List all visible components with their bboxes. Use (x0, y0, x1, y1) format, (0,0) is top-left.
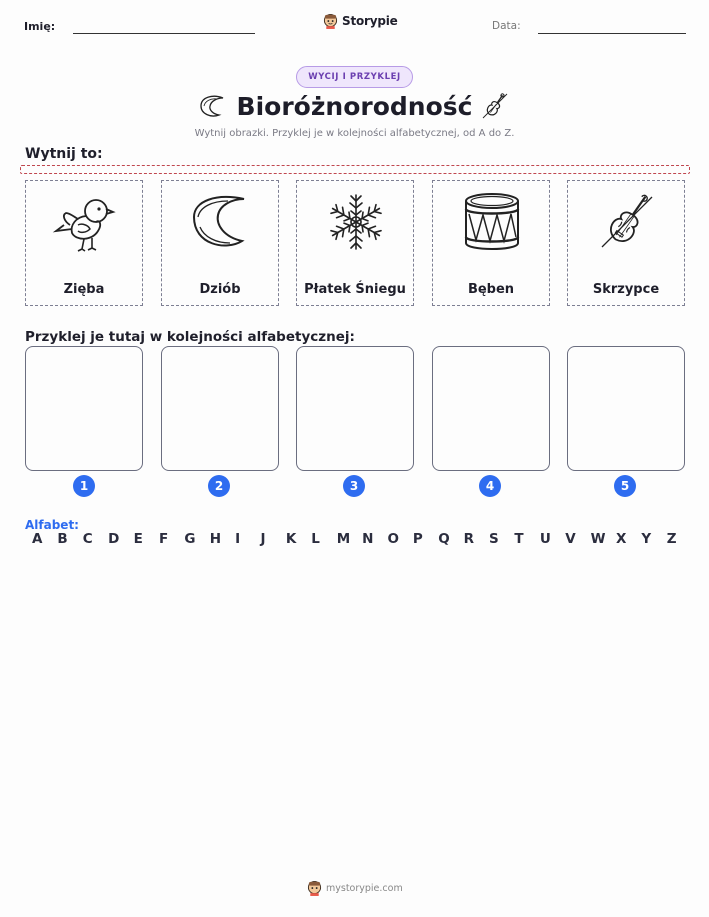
alphabet-letter: P (412, 531, 423, 547)
alphabet-letter: U (539, 531, 551, 547)
alphabet-letter: Y (641, 531, 652, 547)
footer-url[interactable]: mystorypie.com (326, 882, 403, 894)
cut-card-skrzypce[interactable] (567, 180, 685, 306)
paste-slot-5[interactable] (567, 346, 685, 471)
alphabet-letter: Z (666, 531, 677, 547)
alphabet-label: Alfabet: (25, 518, 79, 532)
paste-slot-1[interactable] (25, 346, 143, 471)
alphabet-letter: V (565, 531, 576, 547)
alphabet-letter: X (615, 531, 627, 547)
footer (307, 880, 403, 896)
alphabet-letter: K (285, 531, 297, 547)
slot-number-2: 2 (208, 475, 230, 497)
alphabet-letter: F (158, 531, 169, 547)
brand-logo (323, 13, 398, 29)
alphabet-letter: O (387, 531, 399, 547)
name-line (73, 33, 255, 34)
alphabet-letter: E (133, 531, 143, 547)
alphabet-letter: R (463, 531, 475, 547)
card-label: Dziób (199, 282, 241, 297)
storypie-mascot-icon (323, 13, 338, 29)
paste-slot-2[interactable] (161, 346, 279, 471)
alphabet-letter: J (260, 531, 266, 547)
brand-name: Storypie (342, 14, 398, 28)
slot-number-5: 5 (614, 475, 636, 497)
name-label: Imię: (24, 20, 56, 33)
slot-number-3: 3 (343, 475, 365, 497)
drum-icon (457, 187, 527, 257)
alphabet-letter: Q (438, 531, 450, 547)
instructions: Wytnij obrazki. Przyklej je w kolejności alfabetycznej, od A do Z. (194, 128, 515, 139)
card-label: Skrzypce (592, 282, 660, 297)
alphabet-letter: M (336, 531, 351, 547)
alphabet-letter: T (514, 531, 524, 547)
alphabet-letter: H (209, 531, 222, 547)
activity-tag: WYCIJ I PRZYKLEJ (296, 66, 413, 88)
alphabet-letter: G (184, 531, 196, 547)
alphabet-letter: A (32, 531, 43, 547)
alphabet-row (25, 531, 685, 547)
date-label: Data: (492, 20, 521, 32)
page-title: Bioróżnorodność (236, 92, 473, 121)
violin-icon (480, 90, 510, 122)
paste-slot-3[interactable] (296, 346, 414, 471)
alphabet-letter: C (82, 531, 93, 547)
cut-line (20, 165, 690, 174)
alphabet-letter: W (590, 531, 606, 547)
card-label: Płatek Śniegu (304, 282, 406, 297)
paste-slot-4[interactable] (432, 346, 550, 471)
card-label: Bęben (467, 282, 515, 297)
bird-icon (50, 187, 120, 257)
slot-number-1: 1 (73, 475, 95, 497)
paste-section-title: Przyklej je tutaj w kolejności alfabetycznej: (25, 329, 355, 345)
cut-card-ziêba[interactable] (25, 180, 143, 306)
cut-card-platek-sniegu[interactable] (296, 180, 414, 306)
alphabet-letter: B (57, 531, 68, 547)
card-label: Zięba (63, 282, 105, 297)
storypie-mascot-icon (307, 880, 322, 896)
cut-section-title: Wytnij to: (25, 146, 103, 162)
alphabet-letter: S (489, 531, 499, 547)
alphabet-letter: L (311, 531, 320, 547)
cut-card-dziob[interactable] (161, 180, 279, 306)
slot-number-4: 4 (479, 475, 501, 497)
beak-icon (186, 187, 256, 257)
cut-card-beben[interactable] (432, 180, 550, 306)
date-line (538, 33, 686, 34)
alphabet-letter: I (235, 531, 241, 547)
snowflake-icon (321, 187, 391, 257)
violin-icon (592, 187, 662, 257)
alphabet-letter: N (362, 531, 374, 547)
alphabet-letter: D (108, 531, 120, 547)
